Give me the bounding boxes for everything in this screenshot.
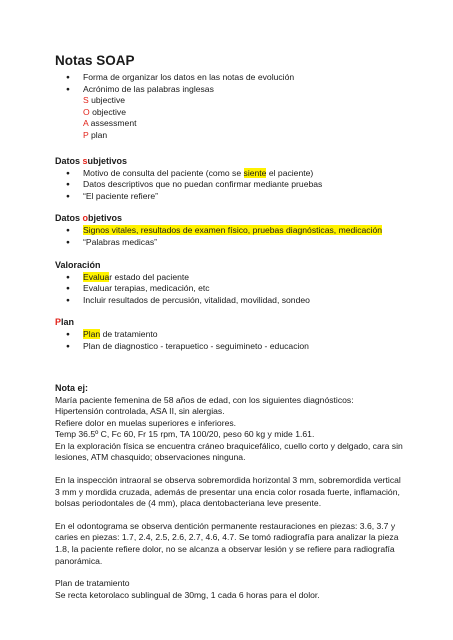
text-line: En la inspección intraoral se observa sobremordida horizontal 3 mm, sobremordida vertical [55,475,401,486]
paragraph [55,475,405,510]
list-item: ● Plan de diagnostico - terapuetico - seguimineto - educacion [55,341,405,353]
list-item: ● “El paciente refiere” [55,191,405,203]
paragraph [55,578,405,601]
acronym-item: P plan [83,129,108,140]
acronym-item: O objective [83,106,126,117]
text-line: 3 mm y mordida cruzada, además de presentar una encia color rosada fuerte, inflamación, [55,486,400,497]
acronym-item: S ubjective [83,95,126,106]
paragraph [55,521,405,567]
document-page [55,52,405,601]
section-valoracion [55,259,405,307]
list-item: ● “Palabras medicas” [55,237,405,249]
text-line: bolsas periodontales de (4 mm), placa dentobacteriana leve presente. [55,498,322,509]
section-heading: Nota ej: [55,382,89,393]
section-heading: Valoración [55,259,101,270]
section-heading: Datos subjetivos [55,155,128,166]
section-subjetivos [55,155,405,203]
list-item: ● Motivo de consulta del paciente (como se siente el paciente) [55,168,405,180]
list-item: ● Forma de organizar los datos en las notas de evolución [55,72,405,84]
list-item: ● Evaluar estado del paciente [55,272,405,284]
paragraph [55,395,405,465]
text-line: Hipertensión controlada, ASA II, sin alergias. [55,406,225,417]
text-line: Refiere dolor en muelas superiores e inferiores. [55,417,237,428]
text-line: 1.8, la paciente refiere dolor, no se alcanza a observar lesión y se refiere para radiografía [55,544,395,555]
page-title: Notas SOAP [55,53,135,68]
intro-list [55,72,405,142]
text-line: Temp 36.5º C, Fc 60, Fr 15 rpm, TA 100/20, peso 60 kg y mide 1.61. [55,429,315,440]
section-heading: Datos objetivos [55,213,123,224]
list-item: ● Datos descriptivos que no puedan confirmar mediante pruebas [55,179,405,191]
list-item: ● Acrónimo de las palabras inglesas [55,84,405,96]
text-line: lesiones, ATM chasquido; observaciones ninguna. [55,452,246,463]
text-line: En el odontograma se observa dentición permanente restauraciones en piezas: 3.6, 3.7 y [55,520,396,531]
text-line: panorámica. [55,555,103,566]
list-item: ● Signos vitales, resultados de examen físico, pruebas diagnósticas, medicación [55,225,405,237]
text-line: María paciente femenina de 58 años de edad, con los siguientes diagnósticos: [55,394,354,405]
section-plan [55,316,405,352]
text-line: caries en piezas: 1.7, 2.4, 2.5, 2.6, 2.7, 4.6, 4.7. Se tomó radiografía para analizar la pieza [55,532,399,543]
text-line: Plan de tratamiento [55,578,130,589]
text-line: En la exploración física se encuentra cráneo braquicefálico, cuello corto y delgado, cara sin [55,440,403,451]
section-heading: Plan [55,317,75,328]
list-item: ● Incluir resultados de percusión, vitalidad, movilidad, sondeo [55,295,405,307]
section-objetivos [55,212,405,248]
list-item: ● Evaluar terapias, medicación, etc [55,283,405,295]
text-line: Se recta ketorolaco sublingual de 30mg, 1 cada 6 horas para el dolor. [55,589,320,600]
list-item: ● Plan de tratamiento [55,329,405,341]
section-nota [55,382,405,602]
acronym-item: A assessment [83,118,137,129]
